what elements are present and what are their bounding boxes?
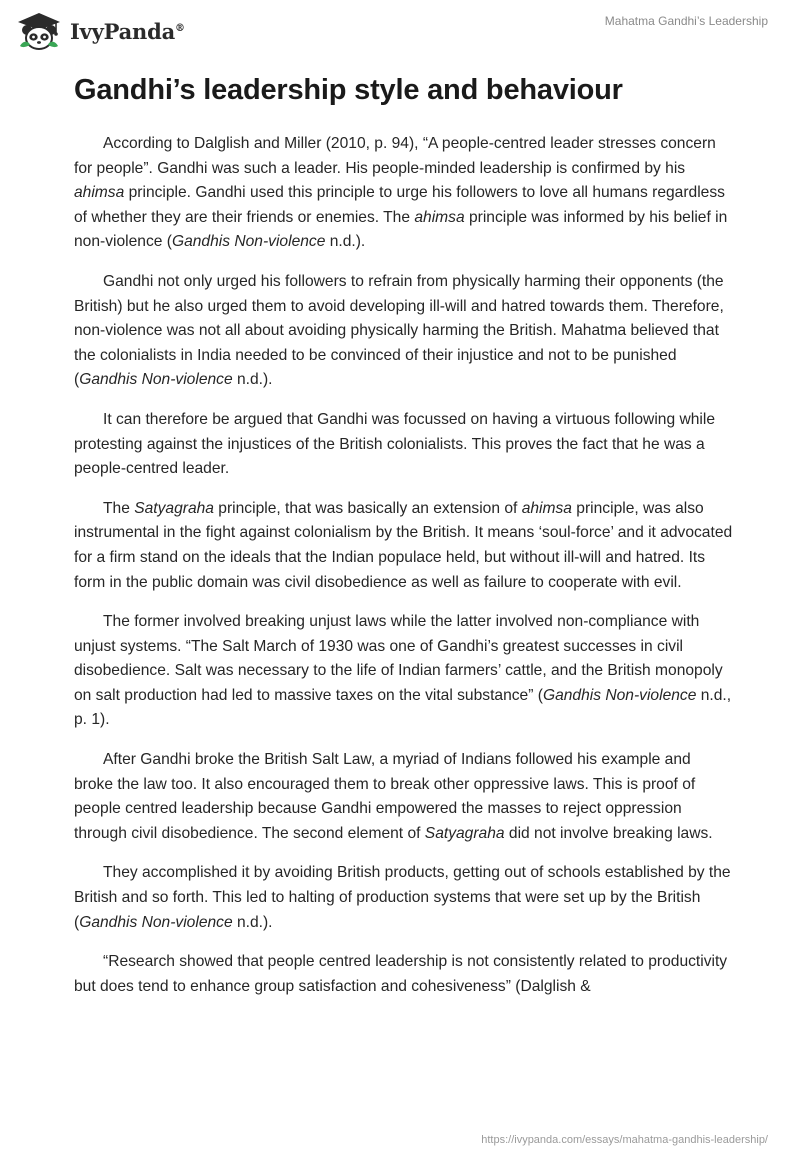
paragraph-text: principle. Gandhi used this principle to urge his followers to love all humans regardless of whether they are their friends or enemies. The <box>74 184 725 226</box>
body-paragraph <box>74 270 734 393</box>
body-paragraph <box>74 861 734 935</box>
paragraph-text: n.d.). <box>325 233 366 251</box>
italic-text: Satyagraha <box>424 824 505 842</box>
paragraph-text: n.d.). <box>232 913 273 931</box>
paragraph-text: Gandhi not only urged his followers to refrain from physically harming their opponents (the British) but he also urged them to avoid developing ill-will and hatred towards them. Therefore, non-violence was not all about avoiding physically harming the British. Mahatma believed that the colonialists in India needed to be convinced of their injustice and not to be punished ( <box>74 272 724 389</box>
italic-text: ahimsa <box>74 184 125 202</box>
paragraph-text: principle was informed by his belief in non-violence ( <box>74 208 728 251</box>
panda-graduation-cap-icon <box>14 10 64 52</box>
italic-text: Gandhis Non-violence <box>79 913 233 931</box>
running-title: Mahatma Gandhi’s Leadership <box>604 14 768 28</box>
footer-url[interactable]: https://ivypanda.com/essays/mahatma-gandhis-leadership/ <box>481 1134 768 1146</box>
body-paragraph <box>74 132 734 255</box>
paragraph-text: “Research showed that people centred leadership is not consistently related to productivity but does tend to enhance group satisfaction and cohesiveness” (Dalglish & <box>74 953 728 995</box>
paragraph-text: principle, was also instrumental in the fight against colonialism by the British. It means ‘soul-force’ and it advocated for a firm stand on the ideals that the Indian populace held, but without ill-will and hatred. Its form in the public domain was civil disobedience as well as failure to cooperate with evil. <box>74 499 733 591</box>
page-header <box>0 0 800 70</box>
body-paragraph <box>74 497 734 595</box>
body-paragraph <box>74 950 734 999</box>
italic-text: Gandhis Non-violence <box>542 686 697 704</box>
italic-text: Satyagraha <box>134 499 214 517</box>
italic-text: Gandhis Non-violence <box>79 371 233 389</box>
italic-text: Gandhis Non-violence <box>171 233 326 251</box>
logo-text: IvyPanda <box>70 18 176 44</box>
paragraph-text: principle, that was basically an extension of <box>213 499 522 517</box>
paragraph-text: They accomplished it by avoiding British products, getting out of schools established by the British and so forth. This led to halting of production systems that were set up by the British ( <box>74 864 731 931</box>
body-paragraph <box>74 610 734 733</box>
paragraph-text: According to Dalglish and Miller (2010, p. 94), “A people-centred leader stresses concern for people”. Gandhi was such a leader. His people-minded leadership is confirmed by his <box>74 135 716 177</box>
registered-mark: ® <box>175 22 185 34</box>
logo-wordmark <box>70 19 185 44</box>
paragraph-text: The former involved breaking unjust laws while the latter involved non-compliance with unjust systems. “The Salt March of 1930 was one of Gandhi’s greatest successes in civil disobedience. Salt was necessary to the life of Indian farmers’ cattle, and the British monopoly on salt production had led to massive taxes on the vital substance” ( <box>74 613 723 704</box>
paragraph-text: n.d., p. 1). <box>74 686 732 729</box>
paragraph-text: It can therefore be argued that Gandhi was focussed on having a virtuous following while protesting against the injustices of the British colonialists. This proves the fact that he was a people-centred leader. <box>74 410 715 478</box>
paragraph-text: After Gandhi broke the British Salt Law, a myriad of Indians followed his example and broke the law too. It also encouraged them to break other oppressive laws. This is proof of people centred leadership because Gandhi empowered the masses to reject oppression through civil disobedience. The second element of <box>74 751 696 842</box>
paragraph-text: The <box>103 499 135 517</box>
italic-text: ahimsa <box>414 208 465 226</box>
essay-body <box>74 132 734 1014</box>
page-title: Gandhi’s leadership style and behaviour <box>74 74 623 106</box>
italic-text: ahimsa <box>521 499 572 517</box>
paragraph-text: did not involve breaking laws. <box>504 824 713 842</box>
body-paragraph <box>74 748 734 846</box>
body-paragraph <box>74 408 734 482</box>
ivypanda-logo[interactable] <box>14 10 185 52</box>
paragraph-text: n.d.). <box>232 371 273 389</box>
